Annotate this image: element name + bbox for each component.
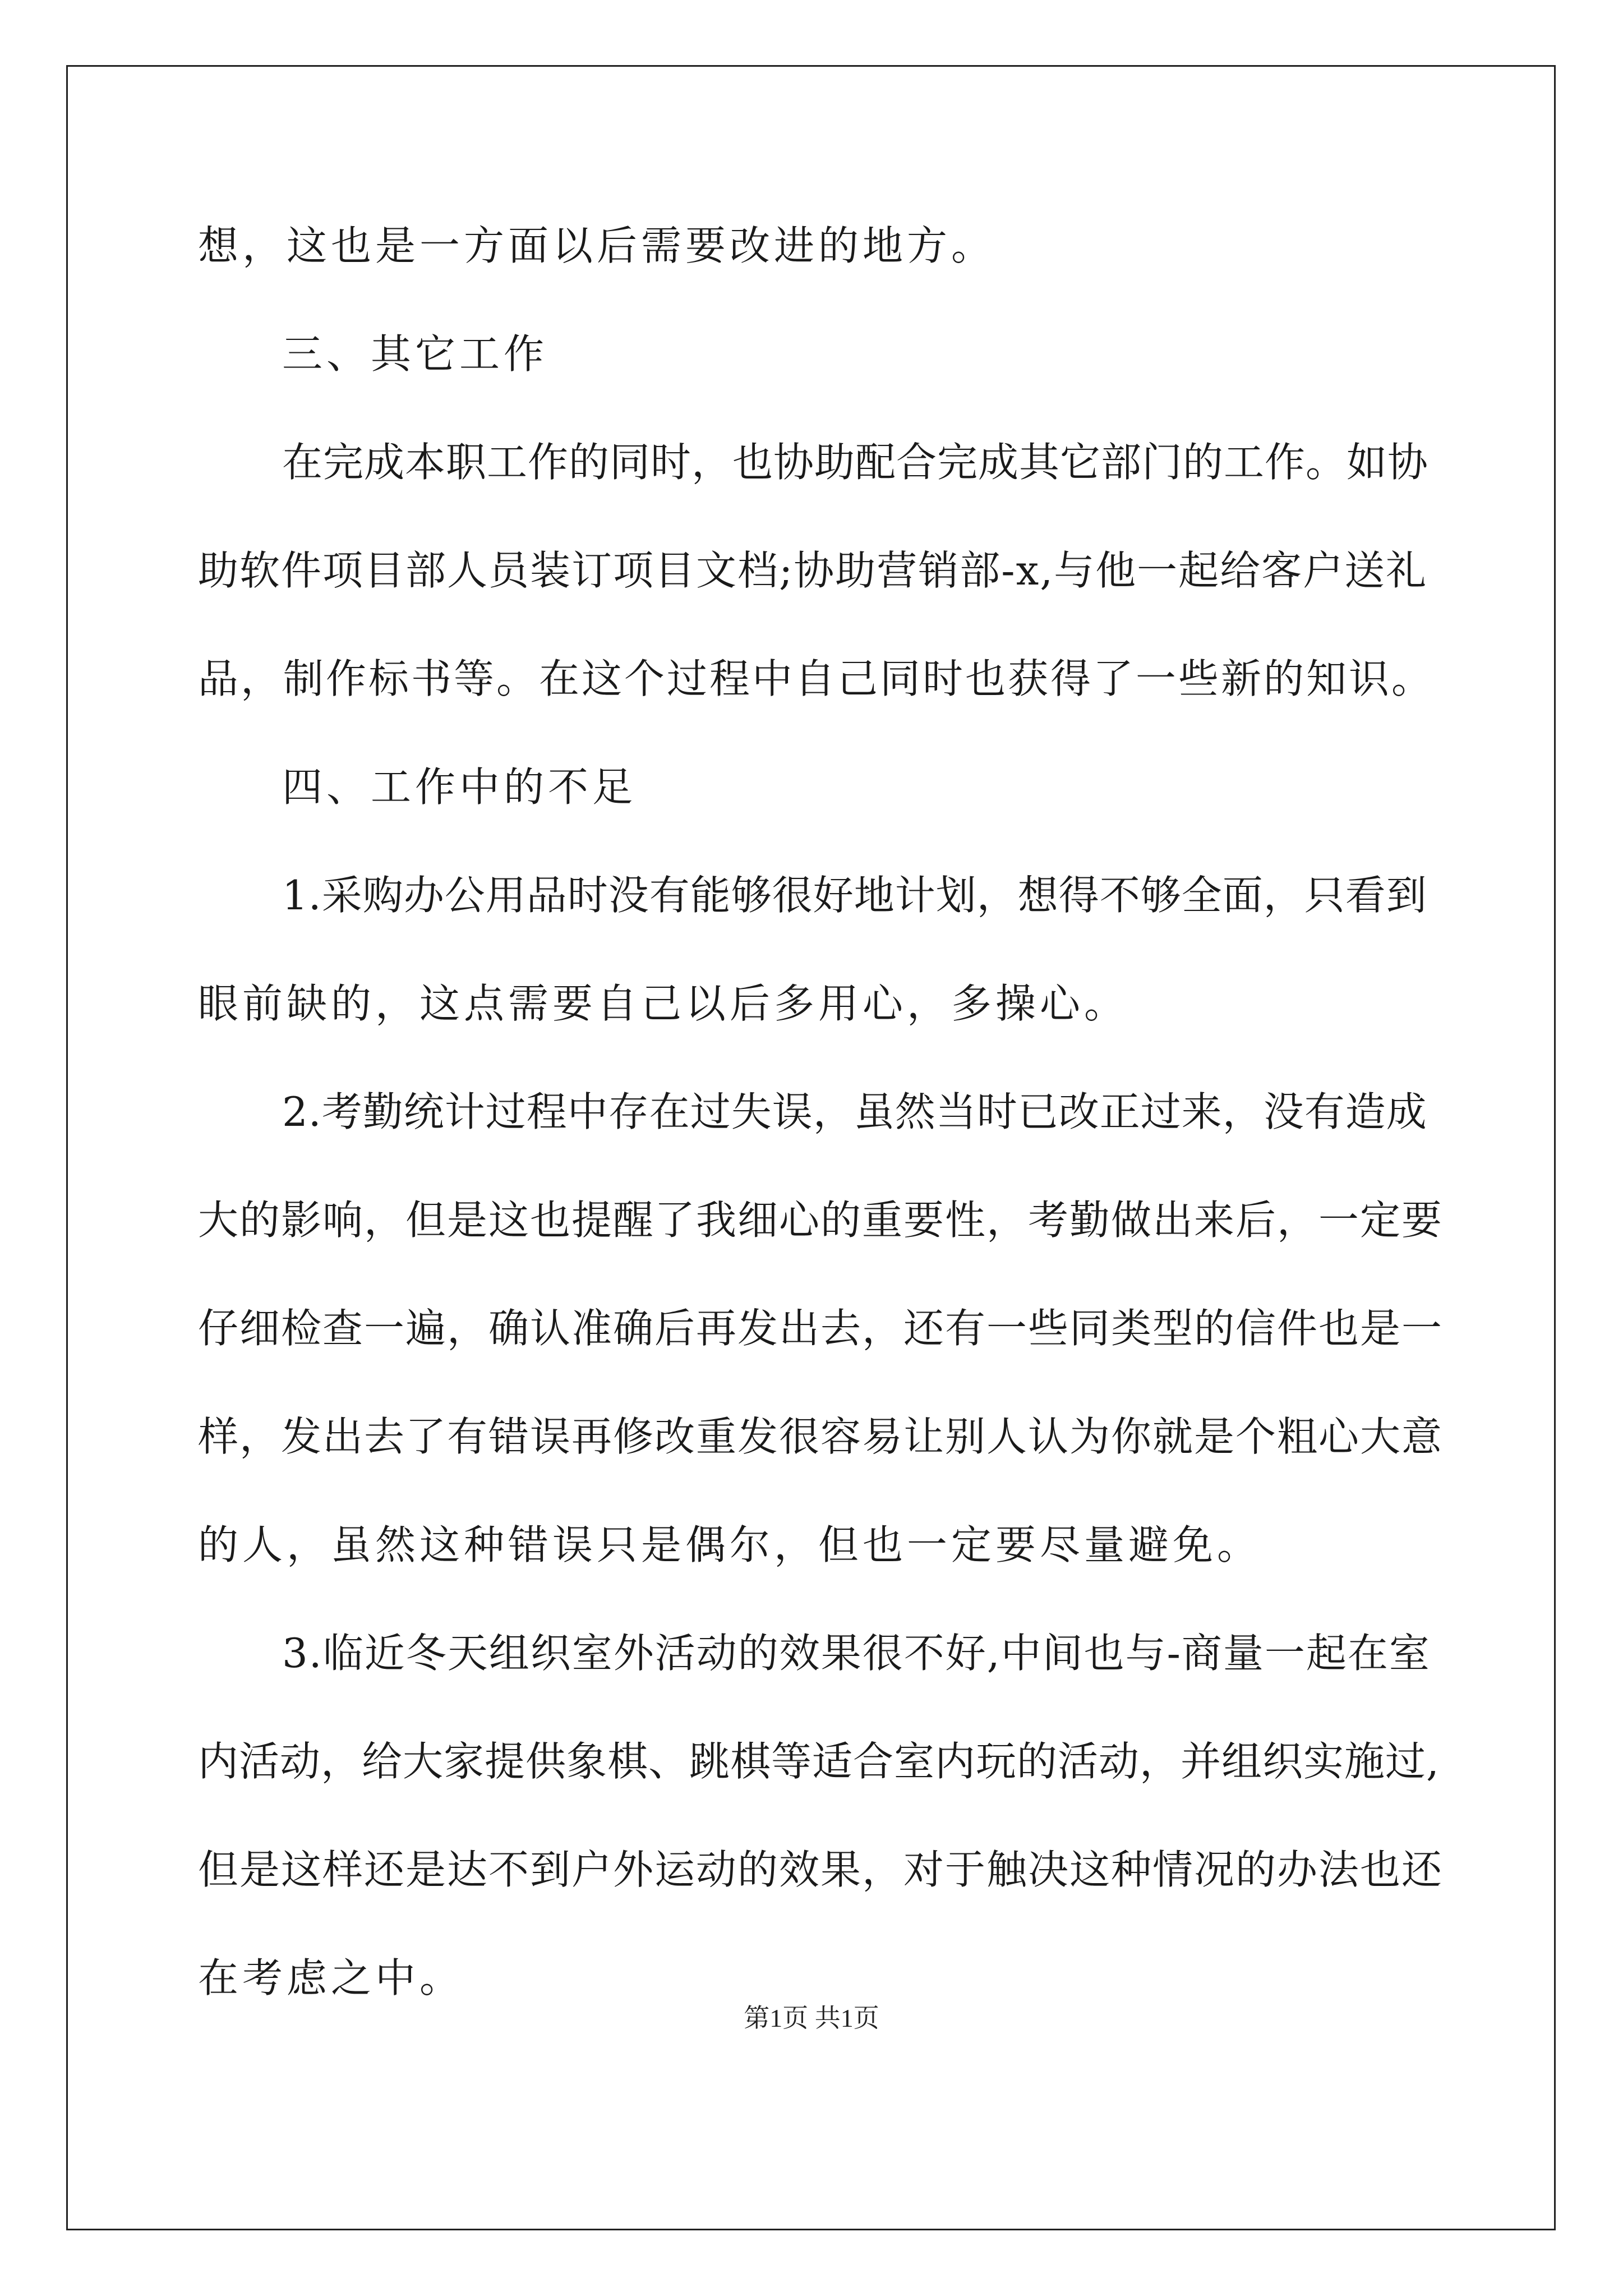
paragraph-line: 1.采购办公用品时没有能够很好地计划，想得不够全面，只看到	[282, 872, 1427, 919]
paragraph-line: 眼前缺的，这点需要自己以后多用心，多操心。	[198, 980, 1129, 1027]
paragraph-line: 大的影响，但是这也提醒了我细心的重要性，考勤做出来后，一定要	[198, 1197, 1444, 1244]
paragraph-line: 3.临近冬天组织室外活动的效果很不好,中间也与-商量一起在室	[282, 1630, 1431, 1677]
paragraph-line: 内活动，给大家提供象棋、跳棋等适合室内玩的活动，并组织实施过,	[198, 1738, 1440, 1785]
paragraph-line: 助软件项目部人员装订项目文档;协助营销部-x,与他一起给客户送礼	[198, 547, 1428, 594]
paragraph-line: 在完成本职工作的同时，也协助配合完成其它部门的工作。如协	[282, 439, 1429, 486]
paragraph-line: 的人，虽然这种错误只是偶尔，但也一定要尽量避免。	[198, 1521, 1262, 1568]
paragraph-line: 仔细检查一遍，确认准确后再发出去，还有一些同类型的信件也是一	[198, 1305, 1444, 1352]
section-heading: 三、其它工作	[282, 330, 548, 378]
paragraph-line: 想，这也是一方面以后需要改进的地方。	[198, 222, 996, 269]
page-number: 第1页 共1页	[744, 2004, 879, 2032]
section-heading: 四、工作中的不足	[282, 763, 637, 811]
paragraph-line: 2.考勤统计过程中存在过失误，虽然当时已改正过来，没有造成	[282, 1088, 1427, 1135]
page-border	[66, 65, 1556, 2230]
paragraph-line: 样，发出去了有错误再修改重发很容易让别人认为你就是个粗心大意	[198, 1413, 1444, 1460]
paragraph-line: 但是这样还是达不到户外运动的效果，对于触决这种情况的办法也还	[198, 1846, 1444, 1893]
paragraph-line: 品，制作标书等。在这个过程中自己同时也获得了一些新的知识。	[198, 655, 1435, 702]
paragraph-line: 在考虑之中。	[198, 1954, 464, 2001]
